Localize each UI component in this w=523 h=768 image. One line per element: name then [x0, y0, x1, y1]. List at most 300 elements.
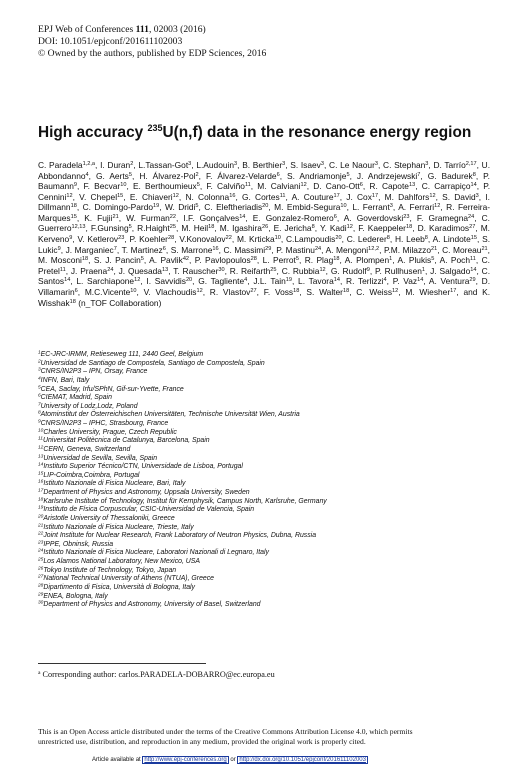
affiliation-index: 17 — [38, 488, 44, 494]
author-name: L. Perrot — [262, 255, 296, 266]
affiliation — [38, 498, 498, 507]
affiliation — [38, 584, 498, 593]
affiliation-text: Department of Physics and Astronomy, University of Basel, Switzerland — [43, 601, 261, 609]
author — [375, 266, 425, 276]
author — [76, 276, 140, 286]
author-affiliation-index: 20 — [185, 277, 193, 284]
author-affiliation-index: 12,2 — [368, 245, 380, 252]
author-affiliation-index: 9 — [366, 266, 370, 273]
availability-middle: or — [228, 757, 238, 763]
affiliation-text: Charles University, Prague, Czech Republic — [43, 428, 177, 436]
author-affiliation-index: 5 — [140, 256, 144, 263]
author-affiliation-index: 5 — [431, 256, 435, 263]
author-name: C. Weiss — [356, 286, 393, 297]
author-name: R. Reifarth — [229, 265, 271, 276]
author — [352, 202, 393, 212]
author-affiliation-index: 1,2,a — [82, 161, 96, 167]
affiliation-text: Universitat Politècnica de Catalunya, Barcelona, Spain — [42, 437, 210, 445]
author — [422, 181, 477, 191]
affiliation — [38, 567, 498, 576]
author-affiliation-index: 15 — [117, 192, 124, 199]
affiliation-index: 30 — [38, 600, 44, 606]
affiliation-text: Department of Physics and Astronomy, Uppsala University, Sweden — [43, 489, 250, 496]
author-name: G. Tagliente — [198, 276, 245, 287]
author-name: D. Villamarin — [38, 276, 491, 297]
author-affiliation-index: 18 — [293, 287, 300, 294]
author-name: P. Cennini — [38, 181, 491, 202]
author — [286, 234, 342, 244]
affiliation — [38, 463, 498, 472]
author-affiliation-index: 11 — [279, 192, 286, 199]
author-affiliation-index: 18 — [70, 203, 77, 210]
affiliation-index: 7 — [38, 402, 41, 408]
affiliation-text: Universidad de Sevilla, Sevilla, Spain — [43, 454, 158, 462]
author-affiliation-index: 11 — [59, 266, 66, 273]
author-name: M.C.Vicente — [84, 286, 131, 297]
affiliation-index: 6 — [38, 393, 41, 399]
author-affiliation-index: 6 — [162, 245, 166, 252]
author-name: C. Guerrero — [38, 212, 490, 234]
author-affiliation-index: 13 — [161, 266, 169, 273]
author — [224, 245, 272, 255]
author-name: D. Cano-Ott — [313, 181, 360, 192]
author-affiliation-index: 11 — [244, 182, 251, 189]
author — [356, 287, 398, 297]
author — [384, 245, 437, 255]
author-name: M. Wiesher — [405, 286, 451, 297]
affiliation-index: 27 — [38, 574, 44, 580]
author-name: C. Domingo-Pardo — [82, 202, 154, 213]
doi-line: DOI: 10.1051/epjconf/201611102003 — [38, 36, 183, 47]
author — [305, 255, 340, 265]
author-name: F. Gramegna — [416, 212, 469, 223]
affiliation-text: ENEA, Bologna, Italy — [43, 592, 108, 600]
author-affiliation-index: 12 — [429, 192, 436, 199]
author-name: C. Stephan — [383, 160, 426, 170]
affiliation-index: 9 — [38, 419, 41, 425]
author-affiliation-index: 21 — [112, 213, 119, 220]
author-name: T. Martinez — [121, 244, 163, 255]
author-affiliation-index: 8 — [311, 224, 315, 231]
author-affiliation-index: 11 — [470, 256, 476, 263]
author-affiliation-index: 18 — [333, 256, 340, 263]
author-affiliation-index: 15 — [70, 213, 77, 220]
author — [38, 160, 95, 170]
author-affiliation-index: 5 — [196, 182, 200, 189]
author-affiliation-index: 15 — [470, 235, 477, 242]
author-name: S. David — [442, 191, 476, 202]
author — [237, 234, 281, 244]
author-name: A. Ventura — [428, 276, 470, 287]
author — [79, 192, 123, 202]
affiliation-index: 16 — [38, 479, 44, 485]
author — [346, 276, 387, 286]
author — [405, 287, 456, 297]
author — [139, 171, 198, 181]
affiliation-text: CIEMAT, Madrid, Spain — [40, 394, 112, 402]
title-suffix: U(n,f) data in the resonance energy region — [162, 124, 472, 141]
author-name: F. Calviño — [206, 181, 245, 192]
author-affiliation-index: 14 — [239, 213, 246, 220]
author — [149, 255, 189, 265]
author-affiliation-index: 19 — [285, 277, 292, 284]
author-affiliation-index: 2 — [195, 171, 199, 178]
affiliation — [38, 593, 498, 602]
author-affiliation-index: 18 — [81, 256, 89, 263]
author-affiliation-index: 27 — [469, 224, 476, 231]
author-name: E. Berthoumieux — [132, 181, 197, 192]
title-mass-number: 235 — [147, 123, 163, 133]
doi-link[interactable]: http://dx.doi.org/10.1051/epjconf/201611102003 — [239, 757, 366, 763]
author-affiliation-index: 17 — [450, 287, 457, 294]
author-affiliation-index: 42 — [182, 256, 190, 263]
journal-name: EPJ Web of Conferences — [38, 24, 134, 35]
affiliation-text: Instituto de Física Corpuscular, CSIC-Universidad de Valencia, Spain — [43, 506, 255, 514]
affiliation-text: IPPE, Obninsk, Russia — [43, 540, 114, 548]
author — [146, 276, 192, 286]
author-name: L.Tassan-Got — [138, 160, 189, 170]
author-name: A. Poch — [439, 255, 471, 266]
author-affiliation-index: 6 — [359, 182, 363, 189]
author — [417, 213, 474, 223]
author-affiliation-index: 5 — [295, 256, 299, 263]
author-name: A. Ferrari — [398, 202, 435, 213]
affiliation-index: 15 — [38, 471, 44, 477]
author-affiliation-index: 3 — [475, 192, 479, 199]
author-affiliation-index: 17 — [371, 192, 379, 199]
author-name: C. Moreau — [442, 244, 482, 255]
author-name: C.Lampoudis — [286, 234, 336, 245]
author-affiliation-index: 16 — [212, 245, 219, 252]
author — [329, 160, 378, 170]
affiliation-text: CNRS/IN2P3 – IPHC, Strasbourg, France — [40, 420, 169, 427]
author-affiliation-index: 9 — [69, 235, 73, 242]
author — [292, 192, 340, 202]
affiliation — [38, 558, 498, 567]
author-name: Y. Kadi — [319, 223, 347, 234]
author — [126, 213, 176, 223]
author-name: L.Audouin — [196, 160, 235, 170]
author — [430, 266, 476, 276]
author — [290, 160, 324, 170]
license-line-2: unrestricted use, distribution, and reproduction in any medium, provided the original work is properly cited. — [38, 736, 366, 746]
license-notice — [38, 727, 500, 746]
author — [326, 245, 379, 255]
author-name: U. Abbondanno — [38, 160, 491, 181]
author-name: E. Chiaveri — [129, 191, 173, 202]
author — [91, 223, 132, 233]
author-name: J. Cox — [346, 191, 372, 202]
author — [206, 171, 280, 181]
author-affiliation-index: 7 — [113, 245, 117, 252]
author-affiliation-index: 3 — [188, 161, 192, 167]
author-name: and K. Wisshak — [38, 286, 491, 308]
paper-title — [38, 124, 498, 142]
author — [198, 276, 247, 286]
author-name: J. Quesada — [118, 265, 162, 276]
author-affiliation-index: 3 — [389, 203, 393, 210]
author — [181, 223, 214, 233]
author-name: W. Dridi — [165, 202, 196, 213]
author — [357, 171, 421, 181]
author-name: F. Becvar — [83, 181, 121, 192]
affiliation-index: 20 — [38, 514, 44, 520]
author — [220, 223, 268, 233]
author-affiliation-index: 23 — [403, 213, 410, 220]
author-name: K. Fujii — [84, 212, 113, 223]
author-name: L. Ferrant — [352, 202, 390, 213]
author-name: V. Ketlerov — [77, 234, 119, 245]
author — [274, 223, 315, 233]
author-name: I.F. Gonçalves — [183, 212, 240, 223]
author — [133, 181, 200, 191]
author-affiliation-index: 22 — [225, 235, 232, 242]
author — [442, 245, 488, 255]
author-name: C. Eleftheriadis — [204, 202, 263, 213]
author-name: M. Mosconi — [38, 255, 82, 266]
author — [418, 223, 476, 233]
affiliation — [38, 360, 498, 369]
author-affiliation-index: 30 — [218, 266, 225, 273]
author — [344, 213, 410, 223]
author — [313, 181, 363, 191]
author-name: M. Heil — [181, 223, 209, 234]
author-affiliation-index: 26 — [261, 224, 269, 231]
author — [171, 245, 219, 255]
author-affiliation-index: 5 — [128, 224, 132, 231]
author-affiliation-index: 3 — [234, 161, 238, 167]
author-name: L. Sarchiapone — [76, 276, 135, 287]
affiliation-index: 1 — [38, 350, 41, 356]
author-affiliation-index: 4 — [85, 171, 89, 178]
author-affiliation-index: 6 — [276, 171, 280, 178]
author — [83, 202, 160, 212]
author — [282, 266, 326, 276]
author-affiliation-index: 20 — [262, 203, 269, 210]
author — [66, 245, 117, 255]
affiliation-index: 28 — [38, 583, 44, 589]
author-name: F. Kaeppeler — [358, 223, 406, 234]
affiliation-text: CEA, Saclay, Irfu/SPhN, Gif-sur-Yvette, France — [40, 385, 184, 393]
author — [129, 234, 174, 244]
author-name: L. Tavora — [298, 276, 334, 287]
author-affiliation-index: 12 — [172, 192, 179, 199]
author-name: A. Plukis — [397, 255, 432, 266]
author-affiliation-index: 9 — [57, 245, 61, 252]
author-name: P. Pavlopoulos — [194, 255, 251, 266]
affiliation-text: LIP-Coimbra,Coimbra, Portugal — [43, 471, 140, 479]
affiliation — [38, 377, 498, 386]
affiliation-text: University of Lodz,Lodz, Poland — [40, 402, 138, 410]
affiliation-index: 10 — [38, 428, 44, 434]
author-name: S. Andriamonje — [287, 170, 347, 181]
author — [263, 255, 299, 265]
author-name: I. Savvidis — [146, 276, 186, 287]
author-name: F. Álvarez-Velarde — [205, 170, 277, 181]
author — [298, 276, 340, 286]
author — [393, 276, 424, 286]
author — [185, 192, 235, 202]
affiliation-text: Instituto Superior Técnico/CTN, Universidade de Lisboa, Portugal — [43, 463, 243, 471]
author-name: R. Plag — [304, 255, 334, 266]
author-name: S. Isaev — [290, 160, 321, 170]
footnote-mark: a — [38, 670, 41, 676]
author — [306, 287, 349, 297]
affiliation-text: CERN, Geneva, Switzerland — [43, 445, 131, 453]
author-affiliation-index: 24 — [107, 266, 114, 273]
conference-site-link[interactable]: http://www.epj-conferences.org — [144, 757, 227, 763]
author-name: V. Chepel — [79, 191, 118, 202]
author — [230, 266, 277, 276]
author-name: R. Vlastov — [209, 286, 251, 297]
affiliation — [38, 455, 498, 464]
author-name: M. Calviani — [257, 181, 301, 192]
footnote-text: Corresponding author: carlos.PARADELA-DOBARRO@ec.europa.eu — [42, 670, 275, 679]
author-affiliation-index: 23 — [118, 235, 125, 242]
license-line-1: This is an Open Access article distributed under the terms of the Creative Commons Attribution License 4.0, which permits — [38, 727, 413, 736]
affiliation-text: National Technical University of Athens (NTUA), Greece — [43, 575, 215, 583]
author — [253, 213, 337, 223]
affiliation-index: 19 — [38, 505, 44, 511]
author-name: H. Leeb — [395, 234, 425, 245]
author-affiliation-index: 21 — [431, 245, 438, 252]
author-name: F.Gunsing — [90, 223, 129, 234]
author-name: J. Praena — [70, 265, 108, 276]
author — [138, 160, 191, 170]
author-name: S. Marrone — [170, 244, 213, 255]
author-name: A. Goverdovski — [343, 212, 404, 223]
author-affiliation-index: 12 — [300, 182, 307, 189]
author — [347, 234, 390, 244]
affiliation-text: Los Alamos National Laboratory, New Mexico, USA — [43, 558, 200, 565]
author-list: C. Paradela$^{1,2,a}$, I. Duran$^2$, L.Tassan-Got$^3$, L.Audouin$^3$, B. Berthier$^3$, S. Isaev$^3$, C. Le Naour$^3$, C. Stephan$^3$, D. Tarrío$^{2,17}$, U. Abbondanno$^4$, G. Aerts$^5$, H. Álvarez-Pol$^2$, F. Álvarez-Velarde$^6$, S. Andriamonje$^5$, J. Andrzejewski$^7$, G. Badurek$^8$, P. Baumann$^9$, F. Becvar$^{10}$, E. Berthoumieux$^5$, F. Calviño$^{11}$, M. Calviani$^{12}$, D. Cano-Ott$^6$, R. Capote$^{13}$, C. Carrapiço$^{14}$, P. Cennini$^{12}$, V. Chepel$^{15}$, E. Chiaveri$^{12}$, N. Colonna$^{16}$, G. Cortes$^{11}$, A. Couture$^{17}$, J. Cox$^{17}$, M. Dahlfors$^{12}$, S. David$^3$, I. Dillmann$^{18}$, C. Domingo-Pardo$^{19}$, W. Dridi$^5$, C. Eleftheriadis$^{20}$, M. Embid-Segura$^{10}$, L. Ferrant$^3$, A. Ferrari$^{12}$, R. Ferreira-Marques$^{15}$, K. Fujii$^{21}$, W. Furman$^{22}$, I.F. Gonçalves$^{14}$, E. Gonzalez-Romero$^6$, A. Goverdovski$^{23}$, F. Gramegna$^{24}$, C. Guerrero$^{12,13}$, F.Gunsing$^5$, R.Haight$^{25}$, M. Heil$^{18}$, M. Igashira$^{26}$, E. Jericha$^8$, Y. Kadi$^{12}$, F. Kaeppeler$^{18}$, D. Karadimos$^{27}$, M. Kerveno$^9$, V. Ketlerov$^{23}$, P. Koehler$^{28}$, V.Konovalov$^{22}$, M. Krticka$^{10}$, C.Lampoudis$^{20}$, C. Lederer$^8$, H. Leeb$^8$, A. Lindote$^{15}$, S. Lukic$^9$, J. Marganiec$^7$, T. Martinez$^6$, S. Marrone$^{16}$, C. Massimi$^{29}$, P. Mastinu$^{24}$, A. Mengoni$^{12,2}$, P.M. Milazzo$^{21}$, C. Moreau$^{21}$, M. Mosconi$^{18}$, S. J. Pancin$^5$, A. Pavlik$^{42}$, P. Pavlopoulos$^{28}$, L. Perrot$^5$, R. Plag$^{18}$, A. Plompen$^1$, A. Plukis$^5$, A. Poch$^{11}$, C. Pretel$^{11}$, J. Praena$^{24}$, J. Quesada$^{13}$, T. Rauscher$^{30}$, R. Reifarth$^{25}$, C. Rubbia$^{12}$, G. Rudolf$^9$, P. Rullhusen$^1$, J. Salgado$^{14}$, C. Santos$^{14}$, L. Sarchiapone$^{12}$, I. Savvidis$^{20}$, G. Tagliente$^4$, J.L. Tain$^{19}$, L. Tavora$^{14}$, R. Terlizzi$^4$, P. Vaz$^{14}$, A. Ventura$^{29}$, D. Villamarin$^6$, M.C.Vicente$^{10}$, V. Vlachoudis$^{12}$, R. Vlastov$^{27}$, F. Voss$^{18}$, S. Walter$^{18}$, C. Weiss$^{12}$, M. Wiesher$^{17}$, and K. Wisshak$^{18}$ (n_TOF Collaboration) — [38, 160, 491, 308]
author-name: C. Lederer — [346, 234, 387, 245]
affiliation — [38, 386, 498, 395]
affiliation-text: Joint Institute for Nuclear Research, Frank Laboratory of Neutron Physics, Dubna, Russia — [43, 532, 317, 540]
author-name: R.Haight — [137, 223, 170, 234]
author-name: P. Mastinu — [276, 244, 315, 255]
copyright-line: © Owned by the authors, published by EDP Sciences, 2016 — [38, 48, 267, 59]
affiliation-text: CNRS/IN2P3 – IPN, Orsay, France — [40, 368, 148, 376]
author — [96, 171, 132, 181]
author-name: M. Krticka — [236, 234, 275, 245]
affiliation-index: 14 — [38, 462, 44, 468]
author-name: I. Dillmann — [38, 191, 490, 213]
article-number: , 02003 (2016) — [148, 24, 206, 35]
author-name: G. Aerts — [95, 170, 129, 181]
author-name: J.L. Tain — [253, 276, 286, 287]
author-affiliation-index: 12 — [66, 192, 73, 199]
author-affiliation-index: 12,13 — [71, 224, 86, 231]
author — [85, 287, 137, 297]
affiliation-index: 5 — [38, 385, 41, 391]
author-name: E. Gonzalez-Romero — [252, 212, 334, 223]
author-affiliation-index: 8 — [472, 171, 476, 178]
author — [173, 266, 224, 276]
author-affiliation-index: 2 — [130, 161, 134, 167]
affiliation — [38, 368, 498, 377]
author-affiliation-index: 18 — [208, 224, 215, 231]
author-affiliation-index: 6 — [333, 213, 337, 220]
author-affiliation-index: 1 — [389, 256, 393, 263]
author-affiliation-index: 14 — [470, 266, 477, 273]
author — [433, 160, 476, 170]
affiliation — [38, 549, 498, 558]
affiliation-text: EC-JRC-IRMM, Retieseweg 111, 2440 Geel, Belgium — [40, 351, 204, 358]
author — [274, 202, 346, 212]
author-affiliation-index: 6 — [74, 287, 78, 294]
affiliation-text: Tokyo Institute of Technology, Tokyo, Japan — [43, 566, 177, 574]
availability-line — [92, 757, 368, 763]
author-name: C. Carrapiço — [421, 181, 471, 192]
author — [287, 171, 350, 181]
author-affiliation-index: 4 — [383, 277, 387, 284]
author-affiliation-index: 29 — [469, 277, 476, 284]
affiliation-text: INFN, Bari, Italy — [40, 376, 90, 384]
author — [433, 234, 477, 244]
journal-citation — [38, 24, 266, 36]
author — [242, 160, 285, 170]
author-affiliation-index: 3 — [425, 161, 429, 167]
author-name: G. Rudolf — [330, 265, 367, 276]
affiliation — [38, 532, 498, 541]
author — [428, 171, 476, 181]
author — [78, 298, 161, 308]
author-name: C. Le Naour — [329, 160, 375, 170]
author — [100, 160, 133, 170]
author — [196, 160, 237, 170]
author — [144, 287, 203, 297]
affiliation-text: Istituto Nazionale di Fisica Nucleare, Laboratori Nazionali di Legnaro, Italy — [43, 549, 269, 557]
affiliation-text: Karlsruhe Institute of Technology, Institut für Kernphysik, Campus North, Karlsruhe, Germany — [43, 497, 327, 505]
affiliation — [38, 429, 498, 438]
author-name: D. Tarrío — [433, 160, 466, 170]
affiliation-index: 4 — [38, 376, 41, 382]
author-affiliation-index: 16 — [229, 192, 236, 199]
author — [346, 192, 378, 202]
author — [83, 181, 126, 191]
author — [179, 234, 232, 244]
author-name: E. Jericha — [273, 223, 312, 234]
author-name: S. Walter — [306, 286, 343, 297]
author-affiliation-index: 18 — [405, 224, 413, 231]
author-name: M. Kerveno — [38, 223, 491, 245]
author-name: R. Ferreira-Marques — [38, 202, 491, 223]
author — [440, 255, 476, 265]
author-affiliation-index: 18 — [69, 298, 76, 305]
author-name: G. Cortes — [241, 191, 280, 202]
affiliation — [38, 351, 498, 360]
author-name: I. Duran — [100, 160, 131, 170]
author-affiliation-index: 12 — [319, 266, 326, 273]
author — [398, 202, 440, 212]
affiliation-text: Aristotle University of Thessaloniki, Greece — [43, 514, 175, 522]
corresponding-author-footnote — [38, 670, 275, 679]
author-affiliation-index: 24 — [468, 213, 475, 220]
journal-header — [38, 24, 266, 60]
author-affiliation-index: 12 — [392, 287, 399, 294]
author-affiliation-index: 12 — [434, 203, 441, 210]
author-affiliation-index: 5 — [346, 171, 350, 178]
author-affiliation-index: 13 — [408, 182, 416, 189]
affiliation-index: 18 — [38, 497, 44, 503]
author-affiliation-index: 4 — [244, 277, 248, 284]
author-name: T. Rauscher — [173, 265, 219, 276]
author — [331, 266, 370, 276]
affiliation-index: 22 — [38, 531, 44, 537]
author — [257, 181, 307, 191]
author — [398, 255, 435, 265]
